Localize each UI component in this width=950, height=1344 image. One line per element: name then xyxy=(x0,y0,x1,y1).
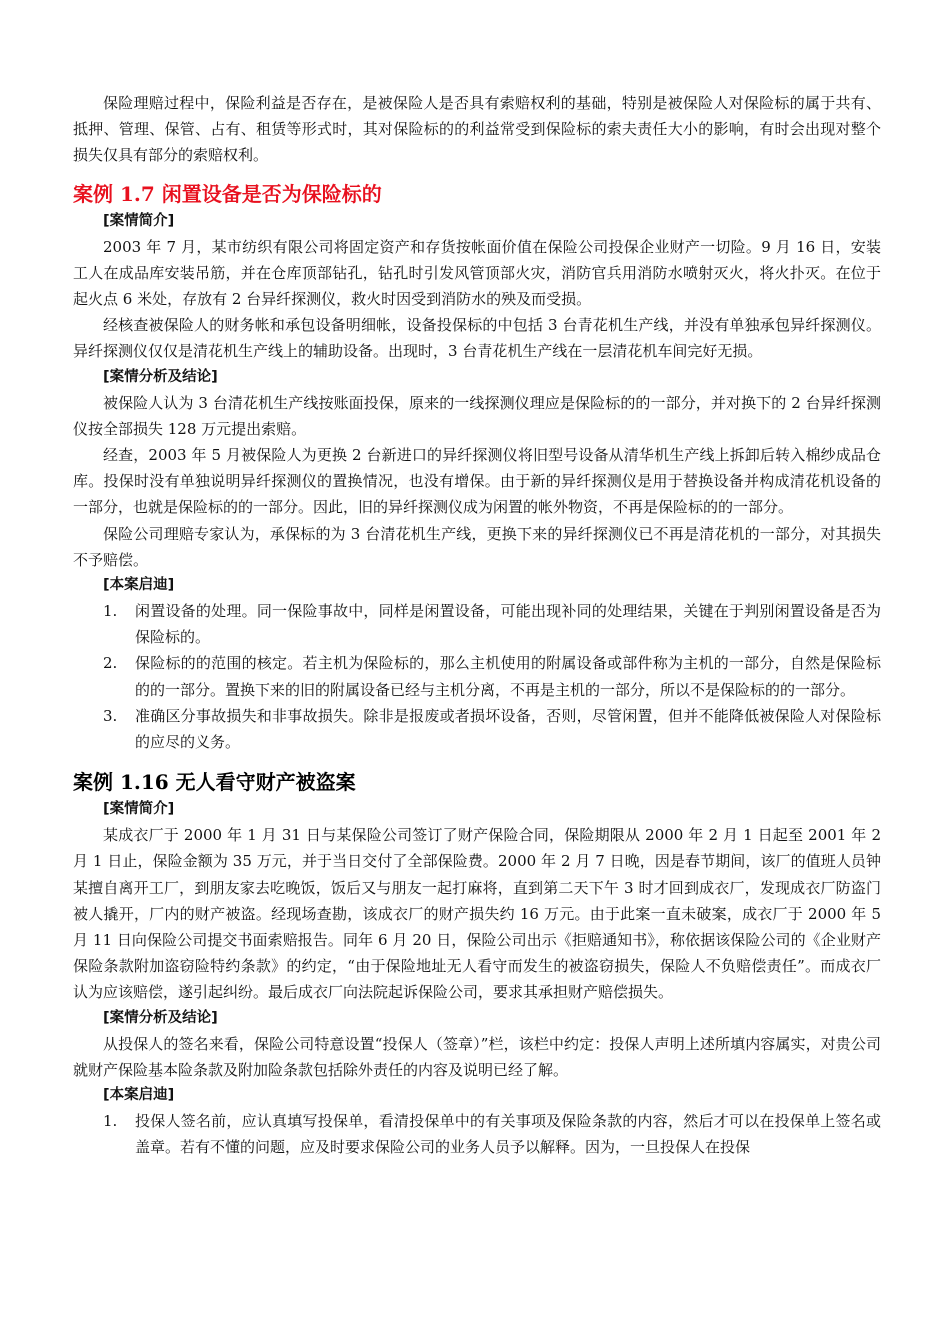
case-1-summary-label: [案情简介] xyxy=(103,212,175,229)
list-item xyxy=(73,598,881,650)
case-2-insight-list xyxy=(73,1108,881,1160)
list-text: 投保人签名前，应认真填写投保单，看清投保单中的有关事项及保险条款的内容，然后才可以在投保单上签名或盖章。若有不懂的问题，应及时要求保险公司的业务人员予以解释。因为，一旦投保人在投保 xyxy=(135,1112,881,1157)
case-2-title: 案例 1.16 无人看守财产被盗案 xyxy=(73,770,356,795)
case-2-summary-label: [案情简介] xyxy=(103,801,175,818)
list-number: 1. xyxy=(103,1112,118,1131)
list-text: 准确区分事故损失和非事故损失。除非是报废或者损坏设备，否则，尽管闲置，但并不能降低被保险人对保险标的应尽的义务。 xyxy=(135,706,881,752)
list-text: 保险标的的范围的核定。若主机为保险标的，那么主机使用的附属设备或部件称为主机的一部分，自然是保险标的的一部分。置换下来的旧的附属设备已经与主机分离，不再是主机的一部分，所以不是保险标的的一部分。 xyxy=(135,654,881,699)
list-item xyxy=(73,1108,881,1160)
list-item xyxy=(73,703,881,755)
case-1-analysis-paragraph: 保险公司理赔专家认为，承保标的为 3 台清花机生产线，更换下来的异纤探测仪已不再是清花机的一部分，对其损失不予赔偿。 xyxy=(73,524,881,569)
case-1-analysis-label: [案情分析及结论] xyxy=(103,368,218,385)
intro-paragraph: 保险理赔过程中，保险利益是否存在，是被保险人是否具有索赔权利的基础，特别是被保险人对保险标的属于共有、抵押、管理、保管、占有、租赁等形式时，其对保险标的的利益常受到保险标的索夫责任大小的影响，有时会出现对整个损失仅具有部分的索赔权利。 xyxy=(73,94,881,165)
list-number: 2. xyxy=(103,654,118,673)
case-1-analysis-paragraph: 被保险人认为 3 台清花机生产线按账面投保，原来的一线探测仪理应是保险标的的一部分，并对换下的 2 台异纤探测仪按全部损失 128 万元提出索赔。 xyxy=(73,393,881,438)
case-1-summary-paragraph: 2003 年 7 月，某市纺织有限公司将固定资产和存货按帐面价值在保险公司投保企业财产一切险。9 月 16 日，安装工人在成品库安装吊筋，并在仓库顶部钻孔，钻孔时引发风管顶部火灾，消防官兵用消防水喷射灭火，将火扑灭。在位于起火点 6 米处，存放有 2 台异纤探测仪，救火时因受到消防水的殃及而受损。 xyxy=(73,237,881,309)
case-2-insight-label: [本案启迪] xyxy=(103,1087,175,1104)
case-1-summary-paragraph: 经核查被保险人的财务帐和承包设备明细帐，设备投保标的中包括 3 台青花机生产线，并没有单独承包异纤探测仪。异纤探测仪仅仅是清花机生产线上的辅助设备。出现时，3 台青花机生产线在一层清花机车间完好无损。 xyxy=(73,316,881,361)
case-1-title: 案例 1.7 闲置设备是否为保险标的 xyxy=(73,181,382,206)
case-1-insight-list xyxy=(73,598,881,755)
case-1-insight-label: [本案启迪] xyxy=(103,577,175,594)
case-1-analysis-paragraph: 经查，2003 年 5 月被保险人为更换 2 台新进口的异纤探测仪将旧型号设备从清华机生产线上拆卸后转入棉纱成品仓库。投保时没有单独说明异纤探测仪的置换情况，也没有增保。由于新的异纤探测仪是用于替换设备并构成清花机设备的一部分，也就是保险标的的一部分。因此，旧的异纤探测仪成为闲置的帐外物资，不再是保险标的的一部分。 xyxy=(73,446,881,517)
case-2-analysis-paragraph: 从投保人的签名来看，保险公司特意设置“投保人（签章）”栏，该栏中约定：投保人声明上述所填内容属实，对贵公司就财产保险基本险条款及附加险条款包括除外责任的内容及说明已经了解。 xyxy=(73,1034,881,1079)
document-page xyxy=(73,90,881,1161)
case-2-summary-paragraph: 某成衣厂于 2000 年 1 月 31 日与某保险公司签订了财产保险合同，保险期限从 2000 年 2 月 1 日起至 2001 年 2 月 1 日止，保险金额为 35 万元，并于当日交付了全部保险费。2000 年 2 月 7 日晚，因是春节期间，该厂的值班人员钟某擅自离开工厂，到朋友家去吃晚饭，饭后又与朋友一起打麻将，直到第二天下午 3 时才回到成衣厂，发现成衣厂防盗门被人撬开，厂内的财产被盗。经现场查勘，该成衣厂的财产损失约 16 万元。由于此案一直未破案，成衣厂于 2000 年 5 月 11 日向保险公司提交书面索赔报告。同年 6 月 20 日，保险公司出示《拒赔通知书》，称依据该保险公司的《企业财产保险条款附加盗窃险特约条款》的约定，“由于保险地址无人看守而发生的被盗窃损失，保险人不负赔偿责任”。而成衣厂认为应该赔偿，遂引起纠纷。最后成衣厂向法院起诉保险公司，要求其承担财产赔偿损失。 xyxy=(73,826,881,1002)
list-text: 闲置设备的处理。同一保险事故中，同样是闲置设备，可能出现补同的处理结果，关键在于判别闲置设备是否为保险标的。 xyxy=(135,602,881,647)
list-item xyxy=(73,650,881,702)
case-2-analysis-label: [案情分析及结论] xyxy=(103,1009,218,1026)
list-number: 1. xyxy=(103,602,118,621)
list-number: 3. xyxy=(103,706,118,725)
